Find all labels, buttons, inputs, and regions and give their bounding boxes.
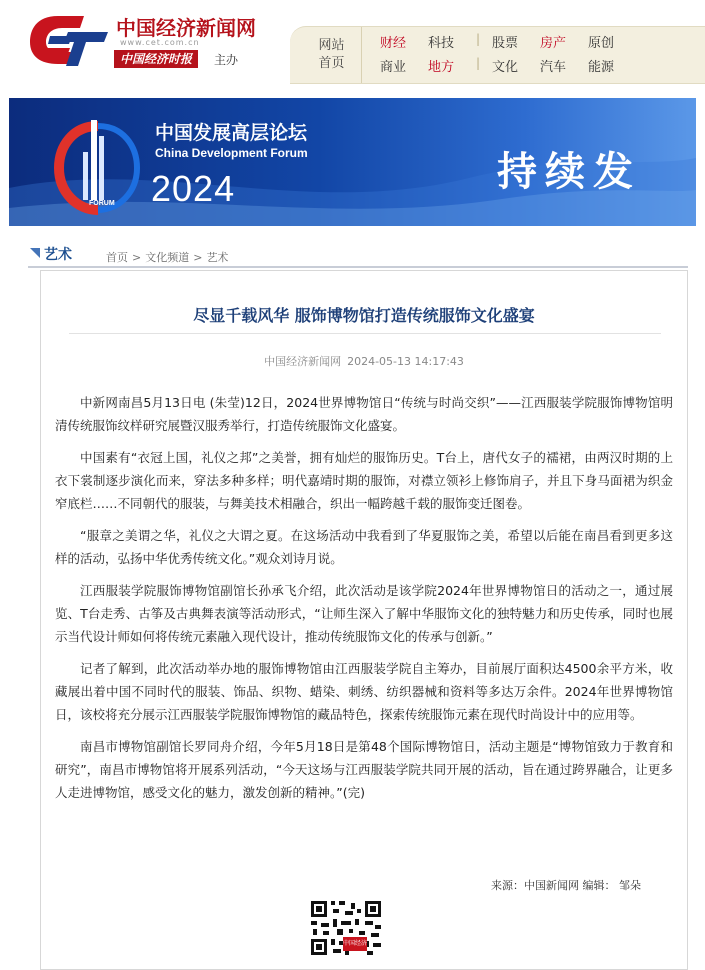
forum-banner-ad[interactable] (9, 98, 696, 226)
nav-link-auto[interactable]: 汽车 (540, 60, 567, 75)
title-divider (69, 333, 661, 334)
article-paragraph: 南昌市博物馆副馆长罗同舟介绍，今年5月18日是第48个国际博物馆日，活动主题是“博物馆致力于教育和研究”，南昌市博物馆将开展系列活动，“今天这场与江西服装学院共同开展的活动，旨在通过跨界融合，让更多人走进博物馆，感受文化的魅力，激发创新的精神。”(完) (55, 739, 673, 800)
qr-center-badge: 中国经济时报 (343, 937, 367, 951)
site-name: 中国经济新闻网 (116, 16, 256, 40)
article-title: 尽显千载风华 服饰博物馆打造传统服饰文化盛宴 (193, 306, 535, 325)
banner-forum-mark: FORUM (89, 200, 115, 207)
newspaper-name: 中国经济时报 (114, 50, 198, 68)
nav-link-local[interactable]: 地方 (428, 60, 455, 75)
main-nav (290, 26, 705, 84)
nav-link-culture[interactable]: 文化 (492, 60, 519, 75)
nav-link-energy[interactable]: 能源 (588, 60, 615, 75)
nav-home-line2: 首页 (318, 56, 345, 71)
nav-link-tech[interactable]: 科技 (428, 36, 455, 51)
banner-title: 中国发展高层论坛 (155, 122, 308, 144)
nav-separator: | (476, 56, 481, 70)
article-paragraph: “服章之美谓之华，礼仪之大谓之夏。在这场活动中我看到了华夏服饰之美，希望以后能在南昌看到更多这样的活动，弘扬中华优秀传统文化。”观众刘诗月说。 (55, 528, 673, 566)
nav-home-line1: 网站 (318, 38, 345, 53)
cet-logo-icon (28, 10, 112, 70)
article-body (55, 391, 673, 813)
banner-subtitle: China Development Forum (155, 146, 308, 160)
site-url: www.cet.com.cn (120, 38, 200, 47)
site-header (0, 0, 705, 92)
article-paragraph: 记者了解到，此次活动举办地的服饰博物馆由江西服装学院自主筹办，目前展厅面积达4500余平方米，收藏展出着中国不同时代的服装、饰品、织物、蜡染、刺绣、纺织器械和资料等多达万余件。2024年世界博物馆日，该校将充分展示江西服装学院服饰博物馆的藏品特色，探索传统服饰元素在现代时尚设计中的应用等。 (55, 661, 673, 722)
breadcrumb-separator: > (132, 251, 142, 264)
breadcrumb-home[interactable]: 首页 (106, 251, 128, 264)
nav-home-link[interactable] (302, 27, 362, 83)
banner-slogan: 持续发 (497, 149, 641, 195)
article-credit: 来源：中国新闻网 编辑： 邹朵 (491, 879, 641, 892)
breadcrumb-bar (28, 244, 688, 268)
site-logo[interactable] (28, 10, 273, 76)
article-meta (41, 353, 687, 369)
article-datetime: 2024-05-13 14:17:43 (347, 355, 464, 368)
nav-row-2 (380, 56, 636, 75)
article-paragraph: 中国素有“衣冠上国，礼仪之邦”之美誉，拥有灿烂的服饰历史。T台上，唐代女子的襦裙，由两汉时期的上衣下裳制逐步演化而来，穿法多种多样；明代嘉靖时期的服饰，对襟立领衫上修饰肩子，并且下身马面裙为织金窄底栏……不同朝代的服装，与舞美技术相融合，织出一幅跨越千载的服饰变迁图卷。 (55, 450, 673, 511)
article-panel (40, 270, 688, 970)
nav-link-realestate[interactable]: 房产 (540, 36, 567, 51)
breadcrumb-culture[interactable]: 文化频道 (145, 251, 190, 264)
sponsor-label: 主办 (214, 53, 239, 67)
nav-separator: | (476, 32, 481, 46)
article-paragraph: 中新网南昌5月13日电 (朱莹)12日，2024世界博物馆日“传统与时尚交织”——江西服装学院服饰博物馆明清传统服饰纹样研究展暨汉服秀举行，打造传统服饰文化盛宴。 (55, 395, 673, 433)
nav-row-1 (380, 32, 636, 51)
banner-year: 2024 (151, 168, 236, 209)
nav-link-original[interactable]: 原创 (588, 36, 615, 51)
article-paragraph: 江西服装学院服饰博物馆副馆长孙承飞介绍，此次活动是该学院2024年世界博物馆日的活动之一，通过展览、T台走秀、古筝及古典舞表演等活动形式，“让师生深入了解中华服饰文化的独特魅力和历史传承，同时也展示当代设计师如何将传统元素融入现代设计，推动传统服饰文化的传承与创新。” (55, 583, 673, 644)
breadcrumb-art[interactable]: 艺术 (206, 251, 229, 264)
article-source: 中国经济新闻网 (264, 355, 342, 368)
nav-link-business[interactable]: 商业 (380, 60, 407, 75)
section-title[interactable]: 艺术 (28, 244, 72, 266)
nav-link-stocks[interactable]: 股票 (492, 36, 519, 51)
breadcrumb-separator: > (193, 251, 203, 264)
breadcrumb (106, 249, 228, 265)
nav-link-finance[interactable]: 财经 (380, 36, 407, 51)
